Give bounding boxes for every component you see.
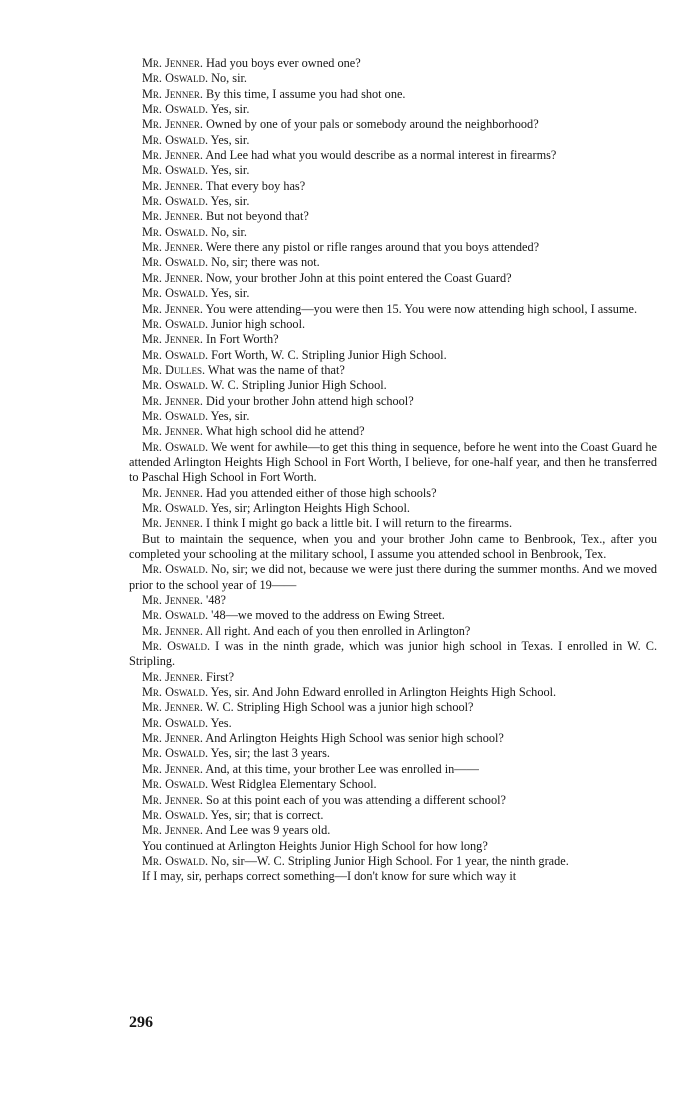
speaker-label: Mr. Jenner. [142, 485, 203, 500]
transcript-paragraph [129, 716, 657, 731]
transcript-paragraph [129, 854, 657, 869]
spoken-text: Yes, sir; the last 3 years. [210, 746, 330, 761]
transcript-paragraph [129, 163, 657, 178]
spoken-text: In Fort Worth? [206, 332, 279, 347]
spoken-text: Yes, sir. And John Edward enrolled in Arlington Heights High School. [210, 685, 557, 700]
transcript-paragraph [129, 440, 657, 486]
speaker-label: Mr. Oswald. [142, 853, 209, 868]
transcript-paragraph [129, 117, 657, 132]
spoken-text: But not beyond that? [206, 209, 309, 224]
spoken-text: If I may, sir, perhaps correct something—I don't know for sure which way it [142, 869, 517, 884]
spoken-text: No, sir; there was not. [211, 255, 320, 270]
transcript-page [129, 56, 657, 885]
spoken-text: No, sir—W. C. Stripling Junior High School. For 1 year, the ninth grade. [211, 853, 569, 868]
spoken-text: Had you attended either of those high schools? [206, 485, 437, 500]
spoken-text: So at this point each of you was attending a different school? [206, 792, 506, 807]
spoken-text: W. C. Stripling High School was a junior high school? [205, 700, 474, 715]
speaker-label: Mr. Jenner. [142, 56, 203, 70]
spoken-text: Junior high school. [211, 316, 306, 331]
speaker-label: Mr. Oswald. [142, 500, 209, 515]
spoken-text: Owned by one of your pals or somebody around the neighborhood? [206, 117, 539, 132]
speaker-label: Mr. Jenner. [142, 332, 203, 347]
spoken-text: Had you boys ever owned one? [206, 56, 361, 70]
spoken-text: '48? [206, 593, 227, 608]
spoken-text: And Arlington Heights High School was senior high school? [205, 731, 504, 746]
transcript-paragraph [129, 670, 657, 685]
transcript-paragraph [129, 700, 657, 715]
speaker-label: Mr. Jenner. [142, 117, 203, 132]
speaker-label: Mr. Oswald. [142, 746, 209, 761]
transcript-paragraph [129, 793, 657, 808]
spoken-text: Yes, sir. [210, 286, 250, 301]
speaker-label: Mr. Oswald. [142, 439, 209, 454]
transcript-paragraph [129, 209, 657, 224]
spoken-text: And Lee had what you would describe as a normal interest in firearms? [205, 148, 557, 163]
transcript-paragraph [129, 194, 657, 209]
speaker-label: Mr. Oswald. [142, 807, 209, 822]
spoken-text: Yes, sir. [210, 132, 250, 147]
speaker-label: Mr. Oswald. [142, 286, 209, 301]
spoken-text: West Ridglea Elementary School. [210, 777, 377, 792]
transcript-paragraph [129, 486, 657, 501]
spoken-text: Were there any pistol or rifle ranges around that you boys attended? [205, 240, 540, 255]
transcript-paragraph [129, 532, 657, 563]
spoken-text: And Lee was 9 years old. [205, 823, 331, 838]
spoken-text: No, sir. [211, 224, 247, 239]
spoken-text: By this time, I assume you had shot one. [206, 86, 406, 101]
spoken-text: Yes, sir; that is correct. [210, 807, 324, 822]
transcript-paragraph [129, 608, 657, 623]
speaker-label: Mr. Jenner. [142, 178, 203, 193]
speaker-label: Mr. Jenner. [142, 424, 203, 439]
spoken-text: Yes, sir. [210, 163, 250, 178]
transcript-paragraph [129, 133, 657, 148]
transcript-paragraph [129, 777, 657, 792]
transcript-paragraph [129, 286, 657, 301]
spoken-text: Did your brother John attend high school? [206, 393, 414, 408]
speaker-label: Mr. Jenner. [142, 761, 203, 776]
transcript-paragraph [129, 271, 657, 286]
speaker-label: Mr. Oswald. [142, 132, 209, 147]
spoken-text: I think I might go back a little bit. I will return to the firearms. [206, 516, 513, 531]
speaker-label: Mr. Jenner. [142, 731, 203, 746]
speaker-label: Mr. Oswald. [142, 163, 209, 178]
speaker-label: Mr. Jenner. [142, 792, 203, 807]
speaker-label: Mr. Oswald. [142, 378, 209, 393]
speaker-label: Mr. Jenner. [142, 209, 203, 224]
speaker-label: Mr. Jenner. [142, 86, 203, 101]
speaker-label: Mr. Oswald. [142, 777, 209, 792]
transcript-paragraph [129, 179, 657, 194]
speaker-label: Mr. Oswald. [142, 715, 209, 730]
speaker-label: Mr. Jenner. [142, 593, 203, 608]
speaker-label: Mr. Jenner. [142, 823, 203, 838]
spoken-text: Yes, sir; Arlington Heights High School. [210, 500, 410, 515]
spoken-text: You continued at Arlington Heights Junior High School for how long? [142, 838, 488, 853]
spoken-text: We went for awhile—to get this thing in sequence, before he went into the Coast Guard he attended Arlington Heights High School in Fort Worth, I believe, for one-half year, and then he transferred to Paschal High School in Fort Worth. [129, 439, 657, 485]
transcript-paragraph [129, 102, 657, 117]
speaker-label: Mr. Oswald. [142, 562, 209, 577]
speaker-label: Mr. Jenner. [142, 516, 203, 531]
speaker-label: Mr. Jenner. [142, 240, 203, 255]
spoken-text: But to maintain the sequence, when you and your brother John came to Benbrook, Tex., after you completed your schooling at the military school, I assume you attended school in Benbrook, Tex. [129, 531, 657, 561]
spoken-text: Yes, sir. [210, 102, 250, 117]
speaker-label: Mr. Jenner. [142, 669, 203, 684]
speaker-label: Mr. Oswald. [142, 316, 209, 331]
transcript-paragraph [129, 516, 657, 531]
speaker-label: Mr. Jenner. [142, 301, 203, 316]
transcript-paragraph [129, 501, 657, 516]
speaker-label: Mr. Oswald. [142, 608, 209, 623]
spoken-text: That every boy has? [205, 178, 306, 193]
transcript-paragraph [129, 56, 657, 71]
transcript-paragraph [129, 225, 657, 240]
transcript-paragraph [129, 731, 657, 746]
spoken-text: No, sir. [211, 71, 247, 86]
transcript-paragraph [129, 363, 657, 378]
transcript-paragraph [129, 348, 657, 363]
transcript-paragraph [129, 87, 657, 102]
transcript-paragraph [129, 302, 657, 317]
transcript-paragraph [129, 409, 657, 424]
transcript-paragraph [129, 762, 657, 777]
speaker-label: Mr. Jenner. [142, 393, 203, 408]
spoken-text: I was in the ninth grade, which was junior high school in Texas. I enrolled in W. C. Stripling. [129, 639, 658, 669]
transcript-paragraph [129, 562, 657, 593]
transcript-paragraph [129, 424, 657, 439]
page-number: 296 [129, 1014, 153, 1031]
spoken-text: All right. And each of you then enrolled in Arlington? [205, 623, 471, 638]
speaker-label: Mr. Dulles. [142, 362, 206, 377]
transcript-paragraph [129, 624, 657, 639]
transcript-paragraph [129, 746, 657, 761]
transcript-paragraph [129, 869, 657, 884]
speaker-label: Mr. Oswald. [142, 194, 209, 209]
spoken-text: Yes, sir. [210, 194, 250, 209]
speaker-label: Mr. Oswald. [142, 102, 209, 117]
transcript-paragraph [129, 71, 657, 86]
spoken-text: W. C. Stripling Junior High School. [210, 378, 387, 393]
speaker-label: Mr. Oswald. [142, 347, 209, 362]
transcript-paragraph [129, 240, 657, 255]
speaker-label: Mr. Jenner. [142, 700, 203, 715]
speaker-label: Mr. Jenner. [142, 148, 203, 163]
transcript-paragraph [129, 394, 657, 409]
speaker-label: Mr. Jenner. [142, 270, 203, 285]
spoken-text: And, at this time, your brother Lee was enrolled in—— [205, 761, 479, 776]
transcript-paragraph [129, 639, 657, 670]
spoken-text: Yes. [210, 715, 232, 730]
transcript-paragraph [129, 378, 657, 393]
transcript-paragraph [129, 593, 657, 608]
spoken-text: Yes, sir. [210, 408, 250, 423]
transcript-paragraph [129, 808, 657, 823]
transcript-paragraph [129, 685, 657, 700]
spoken-text: What high school did he attend? [205, 424, 365, 439]
speaker-label: Mr. Oswald. [142, 639, 211, 654]
transcript-paragraph [129, 255, 657, 270]
transcript-paragraph [129, 148, 657, 163]
transcript-paragraph [129, 317, 657, 332]
speaker-label: Mr. Oswald. [142, 685, 209, 700]
spoken-text: You were attending—you were then 15. You were now attending high school, I assume. [205, 301, 638, 316]
speaker-label: Mr. Oswald. [142, 71, 209, 86]
spoken-text: No, sir; we did not, because we were just there during the summer months. And we moved prior to the school year of 19—— [129, 562, 658, 592]
spoken-text: Fort Worth, W. C. Stripling Junior High School. [211, 347, 447, 362]
speaker-label: Mr. Jenner. [142, 623, 203, 638]
speaker-label: Mr. Oswald. [142, 255, 209, 270]
transcript-paragraph [129, 823, 657, 838]
spoken-text: First? [206, 669, 235, 684]
speaker-label: Mr. Oswald. [142, 224, 209, 239]
transcript-paragraph [129, 332, 657, 347]
spoken-text: Now, your brother John at this point entered the Coast Guard? [206, 270, 512, 285]
spoken-text: What was the name of that? [207, 362, 345, 377]
spoken-text: '48—we moved to the address on Ewing Street. [211, 608, 445, 623]
transcript-paragraph [129, 839, 657, 854]
speaker-label: Mr. Oswald. [142, 408, 209, 423]
